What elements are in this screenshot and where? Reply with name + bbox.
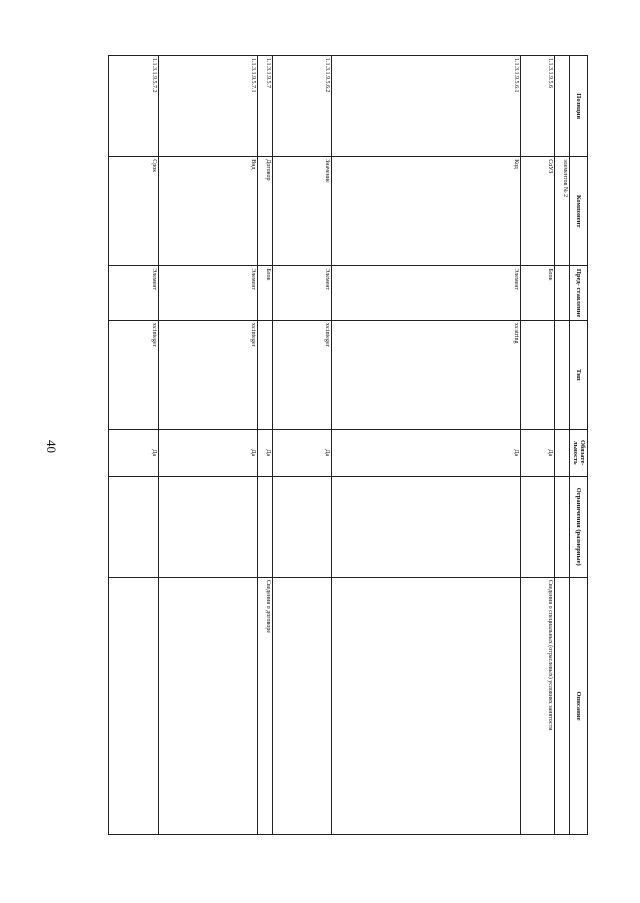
cell-position <box>555 56 570 157</box>
cell-description <box>272 577 331 834</box>
cell-mandatory: Да <box>520 429 555 476</box>
cell-limits <box>332 476 520 577</box>
header-position: Позиция <box>570 56 588 157</box>
cell-component: элементов № 2 <box>555 157 570 266</box>
cell-mandatory: Да <box>158 429 257 476</box>
cell-position: 1.1.3.1.9.5.6 <box>520 56 555 157</box>
cell-component: Срок <box>109 157 159 266</box>
cell-mandatory <box>555 429 570 476</box>
table-row <box>520 56 555 835</box>
cell-presentation: Элемент <box>109 266 159 321</box>
cell-position: 1.1.3.1.9.5.6.1 <box>332 56 520 157</box>
table-row <box>272 56 331 835</box>
cell-description <box>158 577 257 834</box>
cell-position: 1.1.3.1.9.5.6.2 <box>272 56 331 157</box>
specification-table <box>108 55 588 835</box>
cell-type: xs:integer <box>272 320 331 429</box>
table-row <box>158 56 257 835</box>
table-row <box>555 56 570 835</box>
cell-limits <box>158 476 257 577</box>
cell-component: Договор <box>257 157 272 266</box>
cell-presentation: Блок <box>520 266 555 321</box>
cell-mandatory: Да <box>272 429 331 476</box>
cell-limits <box>109 476 159 577</box>
cell-description <box>109 577 159 834</box>
header-component: Компонент <box>570 157 588 266</box>
cell-mandatory: Да <box>109 429 159 476</box>
cell-type: xs:integer <box>158 320 257 429</box>
header-presentation: Пред- ставление <box>570 266 588 321</box>
cell-mandatory: Да <box>257 429 272 476</box>
cell-description: Сведения о договоре <box>257 577 272 834</box>
cell-presentation: Элемент <box>272 266 331 321</box>
cell-presentation <box>555 266 570 321</box>
table-row <box>332 56 520 835</box>
cell-description <box>555 577 570 834</box>
cell-type: xs:integer <box>109 320 159 429</box>
cell-presentation: Элемент <box>158 266 257 321</box>
cell-position: 1.1.3.1.9.5.7.2 <box>109 56 159 157</box>
header-limits: Ограничения (размерные) <box>570 476 588 577</box>
header-description: Описание <box>570 577 588 834</box>
document-table-container <box>108 55 588 835</box>
cell-component: Вид <box>158 157 257 266</box>
table-row <box>109 56 159 835</box>
header-mandatory: Обязате- льность <box>570 429 588 476</box>
table-row <box>257 56 272 835</box>
cell-type <box>257 320 272 429</box>
cell-limits <box>555 476 570 577</box>
cell-type <box>520 320 555 429</box>
cell-position: 1.1.3.1.9.5.7 <box>257 56 272 157</box>
cell-mandatory: Да <box>332 429 520 476</box>
header-type: Тип <box>570 320 588 429</box>
cell-limits <box>272 476 331 577</box>
table-header-row <box>570 56 588 835</box>
page-number: 40 <box>44 440 59 453</box>
cell-position: 1.1.3.1.9.5.7.1 <box>158 56 257 157</box>
cell-type: xs:string <box>332 320 520 429</box>
cell-component: Код <box>332 157 520 266</box>
cell-description: Сведения о специальных (отраслевых) условиях занятости <box>520 577 555 834</box>
cell-limits <box>257 476 272 577</box>
cell-component: Значение <box>272 157 331 266</box>
cell-presentation: Элемент <box>332 266 520 321</box>
cell-description <box>332 577 520 834</box>
cell-presentation: Блок <box>257 266 272 321</box>
cell-component: СоУЗ <box>520 157 555 266</box>
cell-type <box>555 320 570 429</box>
cell-limits <box>520 476 555 577</box>
